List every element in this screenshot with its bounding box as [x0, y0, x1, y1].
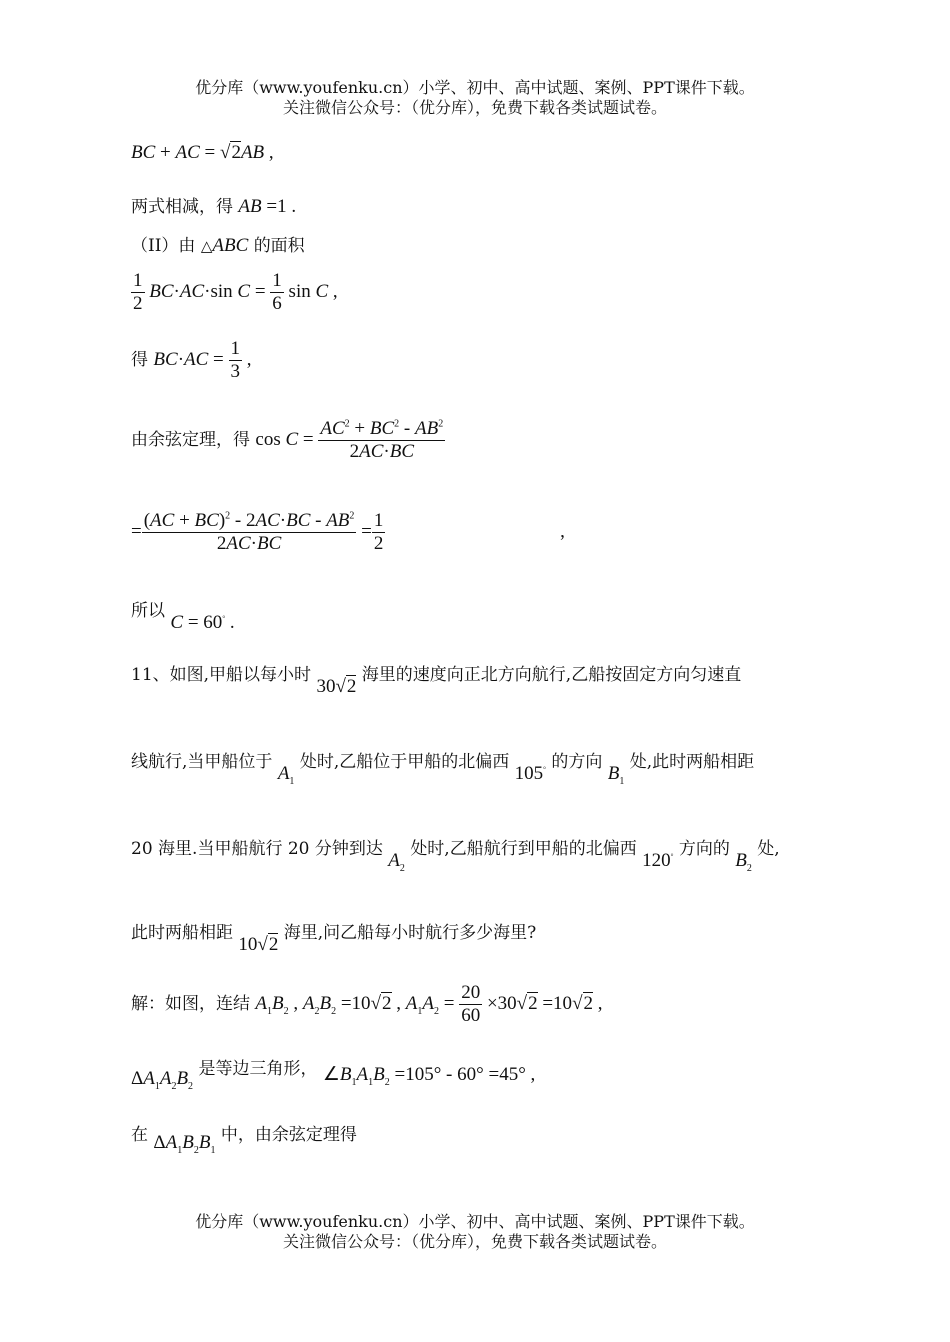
q11-line-3: 20 海里.当甲船航行 20 分钟到达 $A_2$ 处时,乙船航行到甲船的北偏西 120° 方向的 $B_2$ 处, — [131, 839, 780, 874]
equation-expanded: = $\frac{(AC + BC)^2 - 2AC\cdot BC - AB^2}{2AC\cdot BC}$ = $\frac{1}{2}$ , — [131, 510, 565, 554]
line-cosine: 由余弦定理，得 cos C = $\frac{AC^2 + BC^2 - AB^2}{2AC\cdot BC}$ — [131, 418, 444, 462]
page-footer — [0, 1212, 950, 1252]
q11-line-2: 线航行,当甲船位于 $A_1$ 处时,乙船位于甲船的北偏西 105° 的方向 $B_1$ 处,此时两船相距 — [131, 752, 755, 787]
header-line-2: 关注微信公众号：（优分库），免费下载各类试题试卷。 — [282, 98, 667, 117]
solution-line-1: 解：如图，连结 $A_1B_2$ , $A_2B_2 =10√2$ , $A_1A_2$ = $\frac{20}{60}$ ×30√2 =10√2 , — [131, 982, 603, 1026]
footer-line-1: 优分库（www.youfenku.cn）小学、初中、高中试题、案例、PPT课件下载。 — [195, 1212, 755, 1231]
line-subtract: 两式相减，得 AB =1 . — [131, 196, 297, 217]
footer-line-2: 关注微信公众号：（优分库），免费下载各类试题试卷。 — [282, 1232, 667, 1251]
solution-line-3: 在 $\Delta A_1B_2B_1$ 中，由余弦定理得 — [131, 1125, 357, 1156]
solution-line-2: $\Delta A_1A_2B_2$ 是等边三角形， $\angle B_1A_1B_2 =105^\circ - 60^\circ =45^\circ$ , — [131, 1059, 536, 1092]
line-result: 所以 C = 60° . — [131, 601, 235, 633]
line-product: 得 BC·AC = $\frac{1}{3}$ , — [131, 338, 252, 382]
line-part2: （II）由 △ABC 的面积 — [131, 235, 305, 256]
equation-area: $\frac{1}{2}$ BC·AC·sin C = $\frac{1}{6}$ sin C , — [133, 270, 338, 314]
equation-bc-ac: BC + AC = √2AB , — [131, 142, 274, 163]
q11-line-1: 11、如图,甲船以每小时 30√2 海里的速度向正北方向航行,乙船按固定方向匀速直 — [131, 665, 742, 697]
q11-line-4: 此时两船相距 10√2 海里,问乙船每小时航行多少海里? — [131, 923, 537, 955]
header-line-1: 优分库（www.youfenku.cn）小学、初中、高中试题、案例、PPT课件下载。 — [195, 78, 755, 97]
page-header — [0, 78, 950, 118]
